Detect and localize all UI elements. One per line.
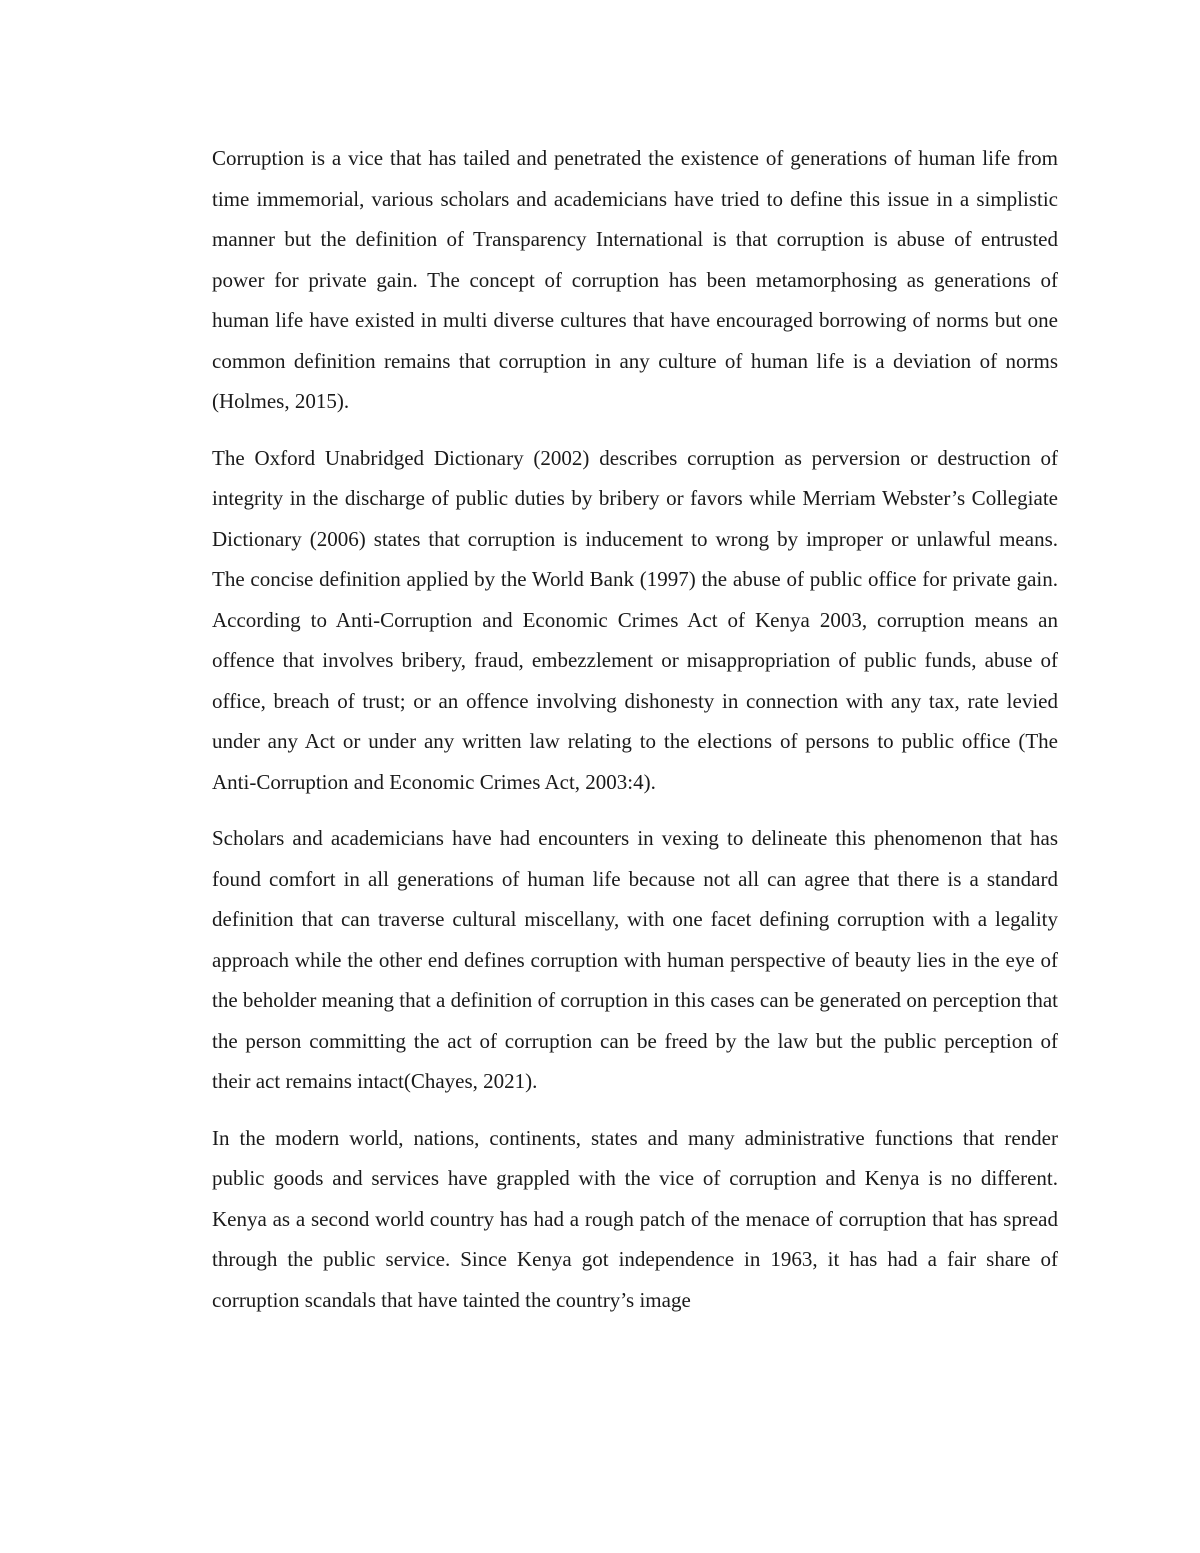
paragraph-1: Corruption is a vice that has tailed and penetrated the existence of generations of human life from time immemorial, various scholars and academicians have tried to define this issue in a simplistic manner but the definition of Transparency International is that corruption is abuse of entrusted power for private gain. The concept of corruption has been metamorphosing as generations of human life have existed in multi diverse cultures that have encouraged borrowing of norms but one common definition remains that corruption in any culture of human life is a deviation of norms (Holmes, 2015).: [212, 146, 1058, 413]
paragraph-3: Scholars and academicians have had encounters in vexing to delineate this phenomenon that has found comfort in all generations of human life because not all can agree that there is a standard definition that can traverse cultural miscellany, with one facet defining corruption with a legality approach while the other end defines corruption with human perspective of beauty lies in the eye of the beholder meaning that a definition of corruption in this cases can be generated on perception that the person committing the act of corruption can be freed by the law but the public perception of their act remains intact(Chayes, 2021).: [212, 826, 1058, 1093]
document-body: [212, 138, 1058, 1336]
paragraph-2: The Oxford Unabridged Dictionary (2002) describes corruption as perversion or destruction of integrity in the discharge of public duties by bribery or favors while Merriam Webster’s Collegiate Dictionary (2006) states that corruption is inducement to wrong by improper or unlawful means. The concise definition applied by the World Bank (1997) the abuse of public office for private gain. According to Anti-Corruption and Economic Crimes Act of Kenya 2003, corruption means an offence that involves bribery, fraud, embezzlement or misappropriation of public funds, abuse of office, breach of trust; or an offence involving dishonesty in connection with any tax, rate levied under any Act or under any written law relating to the elections of persons to public office (The Anti-Corruption and Economic Crimes Act, 2003:4).: [212, 445, 1058, 794]
paragraph-4: In the modern world, nations, continents, states and many administrative functions that render public goods and services have grappled with the vice of corruption and Kenya is no different. Kenya as a second world country has had a rough patch of the menace of corruption that has spread through the public service. Since Kenya got independence in 1963, it has had a fair share of corruption scandals that have tainted the country’s image: [212, 1125, 1058, 1312]
